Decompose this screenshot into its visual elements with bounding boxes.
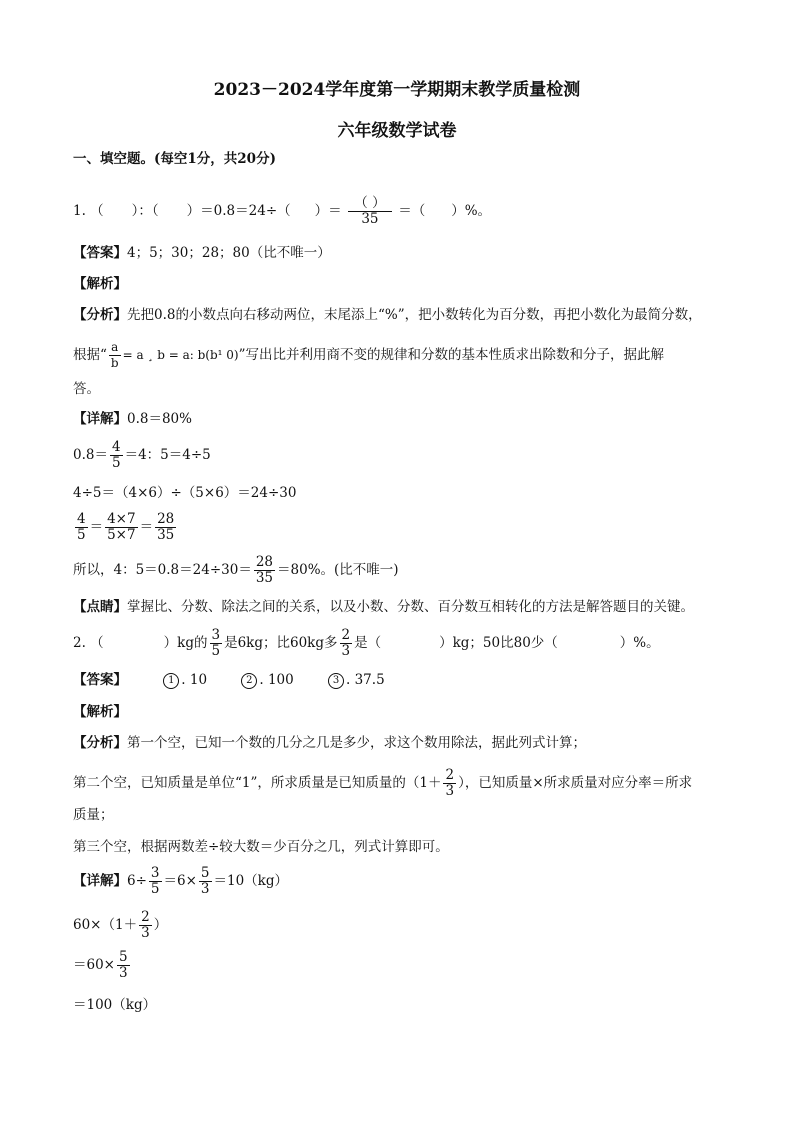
- fraction: $\frac{4}{5}$: [77, 511, 86, 543]
- fraction: $\frac{3}{5}$: [150, 865, 160, 897]
- q2-part-e: ）kg；50比80少（: [439, 635, 558, 651]
- q1-detail-5: [73, 555, 399, 586]
- q1-jiexi: 【解析】: [73, 276, 127, 292]
- fenxi-text: 根据“: [73, 347, 107, 363]
- detail-text: 60×（1＋: [73, 917, 138, 933]
- answer-1: . 10: [181, 672, 208, 688]
- fraction: $\frac{a}{b}$: [110, 340, 119, 370]
- dianjing-label: 【点睛】: [73, 599, 127, 615]
- q2-detail-3: [73, 950, 132, 981]
- fenxi-text: 先把0.8的小数点向右移动两位，末尾添上“%”，把小数转化为百分数，再把小数化为最简分数，: [127, 307, 702, 323]
- answer-2: . 100: [259, 672, 294, 688]
- detail-text: ＝80%。(比不唯一): [277, 562, 399, 578]
- q1-part-a: 1. （: [73, 203, 104, 219]
- q1-detail-3: 4÷5＝（4×6）÷（5×6）＝24÷30: [73, 485, 297, 501]
- circled-number-1: 1: [163, 673, 179, 689]
- circled-number-2: 2: [241, 673, 257, 689]
- fenxi-label: 【分析】: [73, 735, 127, 751]
- q1-part-d: ）＝: [314, 203, 342, 219]
- q1-part-b: ）：（: [131, 203, 159, 219]
- question-1: [73, 196, 491, 227]
- fraction: $\frac{4}{5}$: [111, 439, 121, 471]
- equals: ＝: [89, 519, 104, 535]
- fraction: $\frac{2}{3}$: [141, 909, 150, 941]
- detail-text: ＝60×: [73, 957, 115, 973]
- detail-text: 6÷: [127, 873, 147, 889]
- q2-fenxi-2: [73, 768, 692, 799]
- q2-detail-1: [73, 866, 288, 897]
- q1-detail-2: [73, 440, 211, 471]
- page-title: 2023－2024学年度第一学期期末教学质量检测: [213, 80, 581, 100]
- detail-text: ＝10（kg）: [213, 873, 289, 889]
- q1-detail-1: [73, 410, 192, 428]
- q2-part-d: 是（: [354, 635, 382, 651]
- q2-jiexi: 【解析】: [73, 704, 127, 720]
- q1-fraction: $\frac{( )}{35}$: [348, 196, 392, 227]
- fraction: $\frac{2}{3}$: [341, 627, 351, 659]
- q1-answer: [73, 244, 331, 262]
- fraction: $\frac{28}{35}$: [255, 554, 274, 586]
- q2-part-b: ）kg的: [163, 635, 208, 651]
- q1-fenxi-3: 答。: [73, 381, 100, 397]
- q2-detail-4: ＝100（kg）: [73, 997, 157, 1013]
- fraction: $\frac{5}{3}$: [200, 865, 210, 897]
- question-2: [73, 628, 660, 659]
- q1-part-c: ）＝0.8＝24÷（: [186, 203, 291, 219]
- q2-part-c: 是6kg；比60kg多: [224, 635, 338, 651]
- answer-3: . 37.5: [346, 672, 385, 688]
- fenxi-text: ”写出比并利用商不变的规律和分数的基本性质求出除数和分子，据此解: [238, 347, 665, 363]
- fenxi-text: 第二个空，已知质量是单位“1”，所求质量是已知质量的（1＋: [73, 775, 442, 791]
- fraction: $\frac{5}{3}$: [119, 949, 128, 981]
- q2-detail-2: [73, 910, 167, 941]
- q1-part-f: ）%。: [451, 203, 492, 219]
- detail-text: 0.8＝: [73, 447, 108, 463]
- fraction: $\frac{4\times 7}{5\times 7}$: [107, 511, 136, 543]
- q1-part-e: ＝（: [398, 203, 426, 219]
- q1-dianjing: [73, 598, 694, 616]
- answer-text: 4；5；30；28；80（比不唯一）: [127, 245, 331, 261]
- detail-text: ＝6×: [163, 873, 197, 889]
- answer-label: 【答案】: [73, 672, 127, 688]
- circled-number-3: 3: [328, 673, 344, 689]
- q2-fenxi-3: 质量；: [73, 807, 114, 823]
- fenxi-label: 【分析】: [73, 307, 127, 323]
- dianjing-text: 掌握比、分数、除法之间的关系，以及小数、分数、百分数互相转化的方法是解答题目的关键。: [127, 599, 694, 615]
- q2-fenxi-4: 第三个空，根据两数差÷较大数＝少百分之几，列式计算即可。: [73, 839, 449, 855]
- detail-text: ＝4：5＝4÷5: [124, 447, 211, 463]
- q1-fenxi-1: [73, 306, 702, 324]
- q2-part-a: 2. （: [73, 635, 104, 651]
- fenxi-formula: = a ¸ b = a: b(b¹ 0): [122, 348, 239, 362]
- q1-detail-4: [73, 512, 178, 543]
- q2-fenxi-1: [73, 734, 586, 752]
- fraction: $\frac{28}{35}$: [157, 511, 175, 543]
- q1-fenxi-2: [73, 340, 664, 371]
- xiangjie-label: 【详解】: [73, 411, 127, 427]
- xiangjie-label: 【详解】: [73, 873, 127, 889]
- fraction: $\frac{2}{3}$: [445, 767, 455, 799]
- page-subtitle: 六年级数学试卷: [337, 121, 457, 141]
- detail-text: 所以，4：5＝0.8＝24÷30＝: [73, 562, 252, 578]
- q2-part-f: ）%。: [619, 635, 660, 651]
- answer-label: 【答案】: [73, 245, 127, 261]
- equals: ＝: [139, 519, 154, 535]
- detail-text: ）: [153, 917, 168, 933]
- section-heading: 一、填空题。(每空1分，共20分): [73, 151, 276, 167]
- fenxi-text: ），已知质量×所求质量对应分率＝所求: [458, 775, 693, 791]
- q2-answer: [73, 671, 385, 689]
- fenxi-text: 第一个空，已知一个数的几分之几是多少，求这个数用除法，据此列式计算；: [127, 735, 586, 751]
- fraction: $\frac{3}{5}$: [211, 627, 221, 659]
- detail-text: 0.8＝80%: [127, 411, 192, 427]
